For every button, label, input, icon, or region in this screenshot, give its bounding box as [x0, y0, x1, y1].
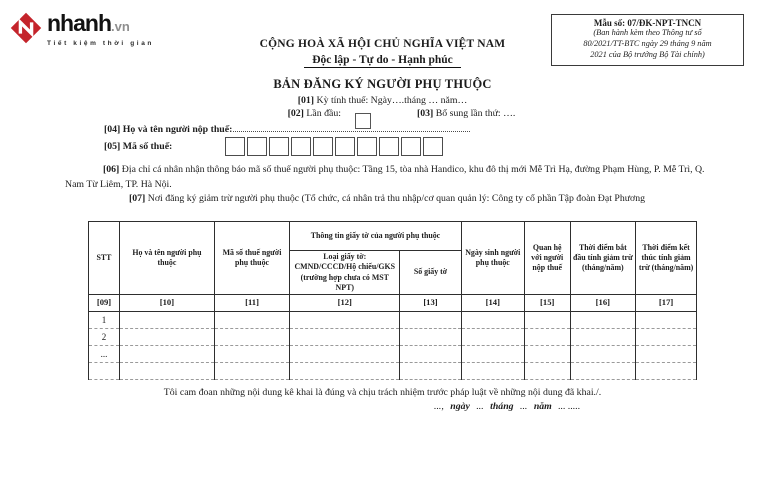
table-cell[interactable]	[524, 346, 570, 363]
logo-domain: .vn	[111, 19, 130, 34]
table-cell[interactable]	[290, 329, 400, 346]
col-num-11: [11]	[214, 295, 289, 312]
table-cell[interactable]	[290, 363, 400, 380]
tax-code-box[interactable]	[291, 137, 311, 156]
tax-code-box[interactable]	[423, 137, 443, 156]
tax-code-box[interactable]	[401, 137, 421, 156]
table-cell[interactable]	[461, 329, 524, 346]
col-num-14: [14]	[461, 295, 524, 312]
table-cell[interactable]	[461, 363, 524, 380]
table-row	[89, 346, 697, 363]
field-05-tax-code: [05] Mã số thuế:	[104, 141, 173, 152]
col-header-dependent-name: Họ và tên người phụ thuộc	[120, 222, 215, 295]
field-06-address: [06] Địa chỉ cá nhân nhận thông báo mã số thuế người phụ thuộc: Tầng 15, tòa nhà Handico, khu đô thị mới Mễ Trì Hạ, đường Phạm Hùng, P. Mễ Trì, Q. Nam Từ Liêm, TP. Hà Nội.	[65, 164, 705, 190]
table-cell[interactable]	[120, 346, 215, 363]
col-num-12: [12]	[290, 295, 400, 312]
field-01-text: Kỳ tính thuế: Ngày….tháng … năm…	[316, 95, 468, 106]
logo-brand: nhanh.vn	[47, 10, 130, 36]
table-cell[interactable]	[400, 346, 461, 363]
col-num-15: [15]	[524, 295, 570, 312]
table-cell[interactable]	[636, 363, 697, 380]
field-07-registration-place: [07] Nơi đăng ký giảm trừ người phụ thuộc (Tổ chức, cá nhân trả thu nhập/cơ quan quản lý: Công ty cổ phần Tập đoàn Đạt Phương	[129, 193, 646, 204]
row-index-cell	[89, 363, 120, 380]
col-header-dependent-mst: Mã số thuế người phụ thuộc	[214, 222, 289, 295]
table-cell[interactable]	[120, 312, 215, 329]
form-number: Mẫu số: 07/ĐK-NPT-TNCN	[593, 18, 702, 28]
table-cell[interactable]	[400, 312, 461, 329]
tax-code-box[interactable]	[269, 137, 289, 156]
tax-code-box[interactable]	[335, 137, 355, 156]
form-circular-line1: (Ban hành kèm theo Thông tư số	[593, 28, 702, 37]
table-row	[89, 329, 697, 346]
date-day-label: ngày	[450, 401, 470, 412]
table-cell[interactable]	[120, 363, 215, 380]
table-cell[interactable]	[570, 363, 636, 380]
document-header	[0, 38, 765, 124]
table-row	[89, 363, 697, 380]
form-title: BẢN ĐĂNG KÝ NGƯỜI PHỤ THUỘC	[273, 77, 492, 91]
date-signature-line: ..., ngày ... tháng ... năm ... .....	[434, 401, 581, 412]
table-cell[interactable]	[524, 312, 570, 329]
logo-tagline: Tiết kiệm thời gian	[47, 40, 154, 47]
tax-code-box[interactable]	[225, 137, 245, 156]
form-circular-line3: 2021 của Bộ trưởng Bộ Tài chính)	[590, 49, 705, 59]
national-motto: Độc lập - Tự do - Hạnh phúc	[304, 54, 461, 68]
col-header-deduction-end: Thời điểm kết thúc tính giảm trừ (tháng/năm)	[636, 222, 697, 295]
col-num-17: [17]	[636, 295, 697, 312]
table-cell[interactable]	[570, 312, 636, 329]
row-index-cell: 2	[89, 329, 120, 346]
field-03-text: Bổ sung lần thứ: ….	[435, 108, 516, 119]
field-02-number: [02]	[287, 108, 304, 119]
table-cell[interactable]	[636, 329, 697, 346]
col-num-16: [16]	[570, 295, 636, 312]
col-num-13: [13]	[400, 295, 461, 312]
col-num-09: [09]	[89, 295, 120, 312]
table-cell[interactable]	[214, 329, 289, 346]
tax-code-box[interactable]	[247, 137, 267, 156]
col-header-birthdate: Ngày sinh người phụ thuộc	[461, 222, 524, 295]
national-title: CỘNG HOÀ XÃ HỘI CHỦ NGHĨA VIỆT NAM	[259, 38, 506, 50]
field-02-text: Lần đầu:	[306, 108, 341, 119]
table-cell[interactable]	[290, 312, 400, 329]
tax-code-box[interactable]	[379, 137, 399, 156]
col-header-deduction-start: Thời điểm bắt đầu tính giảm trừ (tháng/năm)	[570, 222, 636, 295]
row-index-cell: ...	[89, 346, 120, 363]
col-header-document-number: Số giấy tờ	[400, 251, 461, 295]
table-cell[interactable]	[570, 346, 636, 363]
field-04-taxpayer-name	[104, 122, 470, 135]
table-cell[interactable]	[636, 312, 697, 329]
col-header-stt: STT	[89, 222, 120, 295]
date-year-label: năm	[533, 401, 552, 412]
table-cell[interactable]	[400, 363, 461, 380]
date-month-label: tháng	[490, 401, 514, 412]
col-header-document-type: Loại giấy tờ: CMND/CCCD/Hộ chiếu/GKS (trường hợp chưa có MST NPT)	[290, 251, 400, 295]
field-04-dotted-line[interactable]	[233, 122, 470, 132]
table-cell[interactable]	[524, 329, 570, 346]
tax-code-boxes	[225, 137, 443, 156]
col-num-10: [10]	[120, 295, 215, 312]
tax-code-box[interactable]	[357, 137, 377, 156]
table-cell[interactable]	[461, 312, 524, 329]
table-cell[interactable]	[120, 329, 215, 346]
field-02-first-time	[288, 108, 341, 119]
field-04-label: [04] Họ và tên người nộp thuế:	[104, 124, 233, 135]
declaration-statement: Tôi cam đoan những nội dung kê khai là đúng và chịu trách nhiệm trước pháp luật về những nội dung đã khai./.	[163, 387, 602, 398]
table-cell[interactable]	[400, 329, 461, 346]
col-header-relationship: Quan hệ với người nộp thuế	[524, 222, 570, 295]
table-cell[interactable]	[214, 363, 289, 380]
table-cell[interactable]	[461, 346, 524, 363]
form-circular-line2: 80/2021/TT-BTC ngày 29 tháng 9 năm	[583, 38, 712, 48]
row-index-cell: 1	[89, 312, 120, 329]
col-group-header-documents: Thông tin giấy tờ của người phụ thuộc	[290, 222, 461, 251]
table-cell[interactable]	[214, 346, 289, 363]
field-03-number: [03]	[416, 108, 434, 119]
field-01-tax-period	[0, 95, 765, 106]
table-cell[interactable]	[290, 346, 400, 363]
table-cell[interactable]	[524, 363, 570, 380]
field-03-supplement	[417, 108, 515, 119]
table-cell[interactable]	[570, 329, 636, 346]
dependents-table	[88, 221, 697, 380]
table-cell[interactable]	[214, 312, 289, 329]
field-01-number: [01]	[297, 95, 315, 106]
table-row	[89, 312, 697, 329]
table-cell[interactable]	[636, 346, 697, 363]
tax-code-box[interactable]	[313, 137, 333, 156]
